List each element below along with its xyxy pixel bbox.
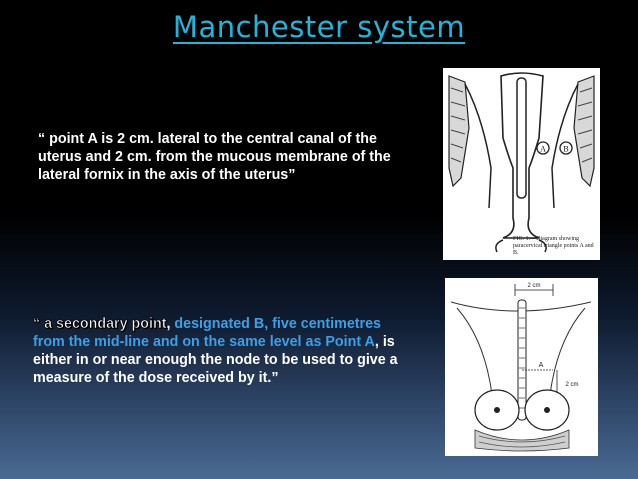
left-wall-line bbox=[465, 84, 491, 208]
top-dimension-label: 2 cm bbox=[527, 283, 541, 289]
designated-b-phrase: designated B, five centimetres from the mid-line and on the same level as Point A bbox=[33, 316, 382, 350]
point-a-quote: “ point A is 2 cm. lateral to the central canal of the uterus and 2 cm. from the mucous membrane of the lateral fornix in the axis of the uterus” bbox=[38, 131, 391, 183]
point-b-quote bbox=[33, 315, 413, 387]
secondary-point-phrase: “ a secondary point bbox=[33, 316, 167, 332]
vaginal-packing bbox=[475, 430, 569, 451]
point-a-geometry-figure bbox=[445, 278, 598, 456]
point-a-label: A bbox=[540, 144, 546, 154]
side-dimension-label: 2 cm bbox=[565, 382, 579, 388]
uterine-canal-tube bbox=[517, 78, 526, 198]
paracervical-triangle-figure bbox=[443, 68, 600, 260]
geometry-diagram bbox=[445, 278, 598, 456]
point-a-geometry-label: A bbox=[538, 362, 544, 369]
quote-comma: , bbox=[166, 316, 175, 332]
right-adnexa-shape bbox=[574, 76, 594, 186]
left-ovoid-source bbox=[494, 407, 500, 413]
paracervical-diagram bbox=[443, 68, 600, 260]
slide-title: Manchester system bbox=[172, 10, 466, 44]
figure1-caption: FIG. 1.—Diagram showing paracervical triangle points A and B. bbox=[513, 236, 594, 256]
point-b-label: B bbox=[563, 144, 569, 154]
left-adnexa-shape bbox=[449, 76, 469, 186]
quote-rest: , is either in or near enough the node to be used to give a measure of the dose received by it.” bbox=[33, 334, 398, 386]
right-ovoid-source bbox=[544, 407, 550, 413]
